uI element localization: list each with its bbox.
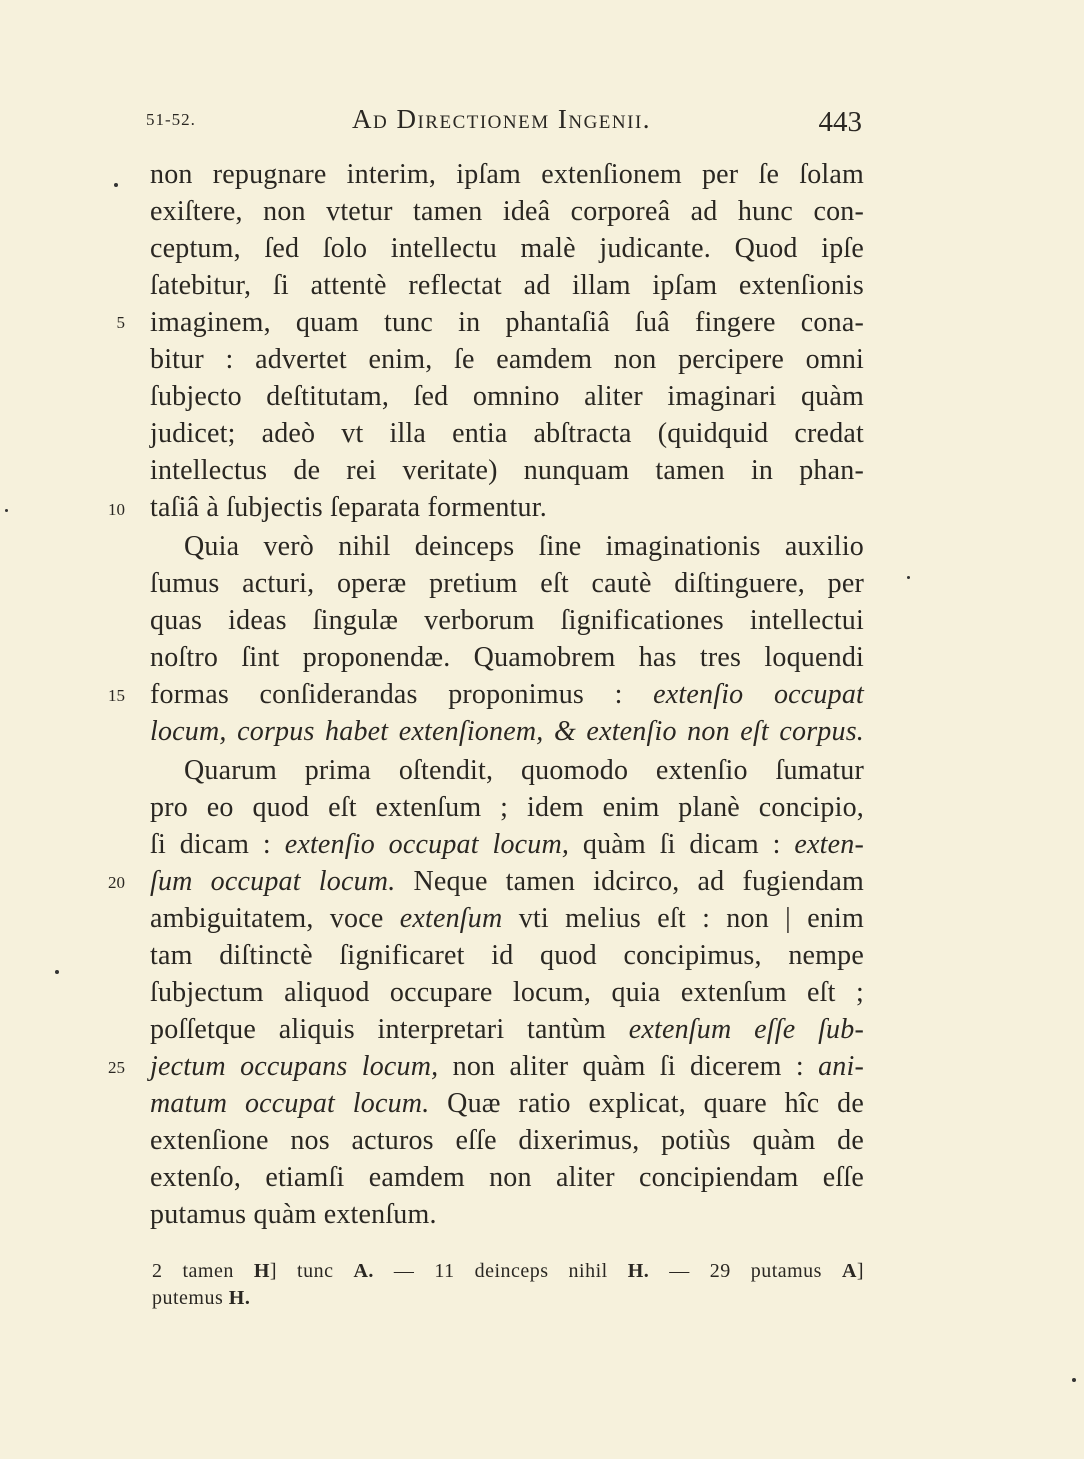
footnote-siglum: H. [627, 1260, 650, 1282]
header-title: Ad Directionem Ingenii. [352, 104, 652, 134]
text-line: tam diſtinctè ſignificaret id quod concipimus, nempe [150, 940, 864, 971]
text-line: ſubjectum aliquod occupare locum, quia extenſum eſt ; [150, 977, 864, 1008]
italic-run: extenſio occupat [653, 679, 864, 710]
italic-run: jectum occupans locum, [150, 1051, 439, 1082]
text-line [150, 863, 864, 900]
footnote-text: ] tunc [269, 1260, 334, 1282]
header-page-range: 51-52. [146, 110, 196, 129]
line-number: 10 [108, 500, 125, 519]
text-line: non repugnare interim, ipſam extenſionem per ſe ſolam [150, 159, 864, 190]
text-line: extenſione nos acturos eſſe dixerimus, potiùs quàm de [150, 1125, 864, 1156]
footnote-text: — 11 deinceps nihil [393, 1260, 608, 1282]
header-page-number: 443 [818, 106, 862, 138]
footnote [152, 1258, 864, 1312]
footnote-text: ] [856, 1260, 865, 1282]
line-number: 5 [116, 313, 125, 332]
text-line [150, 1048, 864, 1085]
text-line: exiſtere, non vtetur tamen ideâ corporeâ ad hunc con- [150, 196, 864, 227]
footnote-text: putemus [152, 1287, 224, 1309]
line-number: 25 [108, 1058, 125, 1077]
italic-run: ani- [818, 1051, 865, 1082]
footnote-siglum: H. [228, 1287, 251, 1309]
text-line [150, 1085, 864, 1122]
text-line [150, 826, 864, 863]
margin-speck [114, 183, 118, 187]
italic-run: extenſum [399, 903, 503, 934]
text-line: Quarum prima oſtendit, quomodo extenſio ſumatur [184, 755, 864, 786]
text-line: pro eo quod eſt extenſum ; idem enim planè concipio, [150, 792, 864, 823]
italic-run: matum occupat locum. [150, 1088, 430, 1119]
footnote-line [152, 1285, 864, 1312]
italic-run: locum, corpus habet extenſionem, & extenſio non eſt corpus. [150, 716, 864, 747]
text-run: poſſetque aliquis interpretari tantùm [150, 1014, 606, 1045]
text-line: bitur : advertet enim, ſe eamdem non percipere omni [150, 344, 864, 375]
text-line: judicet; adeò vt illa entia abſtracta (quidquid credat [150, 418, 864, 449]
text-line: ſatebitur, ſi attentè reflectat ad illam ipſam extenſionis [150, 270, 864, 301]
running-header [146, 104, 866, 144]
text-run: non aliter quàm ſi dicerem : [452, 1051, 804, 1082]
text-run: Neque tamen idcirco, ad fugiendam [413, 866, 864, 897]
text-line: taſiâ à ſubjectis ſeparata formentur. [150, 492, 547, 523]
text-line [150, 900, 864, 937]
italic-run: ſum occupat locum. [150, 866, 396, 897]
text-line: quas ideas ſingulæ verborum ſignificationes intellectui [150, 605, 864, 636]
text-line: ſubjecto deſtitutam, ſed omnino aliter imaginari quàm [150, 381, 864, 412]
text-run: vti melius eſt : non | enim [518, 903, 865, 934]
text-run: formas conſiderandas proponimus : [150, 679, 623, 710]
footnote-siglum: A [841, 1260, 857, 1282]
line-number: 15 [108, 686, 125, 705]
text-run: ſi dicam : [150, 829, 271, 860]
margin-speck [5, 509, 8, 512]
text-line: ceptum, ſed ſolo intellectu malè judicante. Quod ipſe [150, 233, 864, 264]
text-line: imaginem, quam tunc in phantaſiâ ſuâ fingere cona- [150, 307, 864, 338]
text-run: Quæ ratio explicat, quare hîc de [447, 1088, 864, 1119]
line-number: 20 [108, 873, 125, 892]
footnote-siglum: H [253, 1260, 270, 1282]
italic-run: exten- [794, 829, 864, 860]
text-line [150, 713, 864, 750]
footnote-siglum: A. [353, 1260, 374, 1282]
footnote-text: 2 tamen [152, 1260, 234, 1282]
text-line: putamus quàm extenſum. [150, 1199, 437, 1230]
text-run: quàm ſi dicam : [582, 829, 781, 860]
text-run: ambiguitatem, voce [150, 903, 384, 934]
text-line [150, 1011, 864, 1048]
text-line: noſtro ſint proponendæ. Quamobrem has tres loquendi [150, 642, 864, 673]
text-line: ſumus acturi, operæ pretium eſt cautè diſtinguere, per [150, 568, 864, 599]
italic-run: extenſio occupat locum, [284, 829, 570, 860]
text-line [150, 676, 864, 713]
footnote-text: — 29 putamus [669, 1260, 822, 1282]
text-line: intellectus de rei veritate) nunquam tamen in phan- [150, 455, 864, 486]
text-line: extenſo, etiamſi eamdem non aliter concipiendam eſſe [150, 1162, 864, 1193]
text-line: Quia verò nihil deinceps ſine imaginationis auxilio [184, 531, 864, 562]
italic-run: extenſum eſſe ſub- [628, 1014, 864, 1045]
footnote-line [152, 1258, 864, 1285]
margin-speck [55, 970, 59, 974]
margin-speck [907, 576, 910, 579]
margin-speck [1072, 1378, 1076, 1382]
